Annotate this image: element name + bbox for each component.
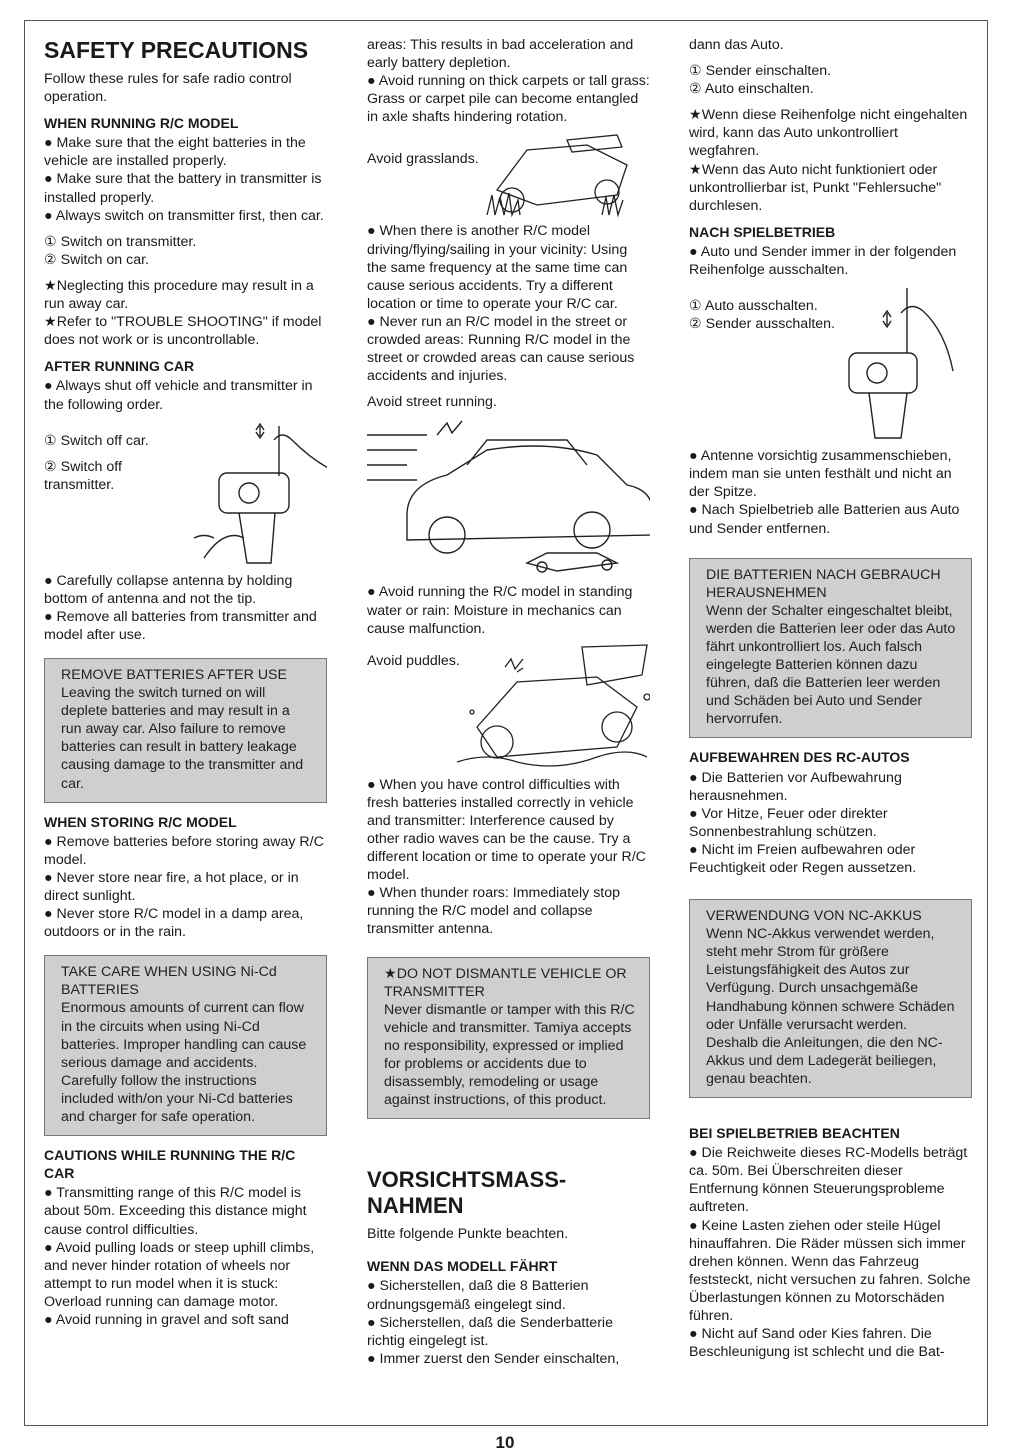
bullet: ● Carefully collapse antenna by holding bottom of antenna and not the tip. bbox=[44, 572, 327, 608]
notice-body: Enormous amounts of current can flow in the circuits when using Ni-Cd batteries. Improper handling can cause serious damage and accidents. Carefully follow the instructions included with/on your Ni-Cd batteries and charger for safe operation. bbox=[61, 1000, 307, 1126]
transmitter-illustration-de bbox=[689, 283, 972, 443]
bullet: ● Auto und Sender immer in der folgenden Reihenfolge ausschalten. bbox=[689, 243, 972, 279]
section-heading: AFTER RUNNING CAR bbox=[44, 358, 195, 375]
car-in-grass-icon bbox=[367, 130, 650, 218]
bullet: ● Avoid running on thick carpets or tall grass: Grass or carpet pile can become entangled in axle shafts hindering rotation. bbox=[367, 72, 650, 126]
german-title: VORSICHTSMASS-NAHMEN bbox=[367, 1167, 567, 1219]
continued-text: areas: This results in bad acceleration and early battery depletion. bbox=[367, 37, 634, 72]
transmitter-illustration bbox=[44, 418, 327, 568]
bullet: ● When you have control difficulties with fresh batteries installed correctly in vehicle and transmitter: Interference caused by other radio waves can be the cause. Try a different location or time to operate your R/C model. bbox=[367, 776, 650, 885]
notice-box bbox=[44, 658, 327, 803]
step: ② Switch off transmitter. bbox=[44, 458, 122, 493]
bullet: ● Avoid running the R/C model in standing water or rain: Moisture in mechanics can cause malfunction. bbox=[367, 583, 650, 637]
intro-text: Bitte folgende Punkte beachten. bbox=[367, 1226, 569, 1243]
bullet: ● Avoid pulling loads or steep uphill climbs, and never hinder rotation of wheels nor attempt to run model when it is stuck: Overload running can damage motor. bbox=[44, 1239, 327, 1311]
puddle-illustration bbox=[367, 642, 650, 772]
notice-box bbox=[44, 955, 327, 1136]
notice-title: ★DO NOT DISMANTLE VEHICLE OR TRANSMITTER bbox=[384, 965, 627, 1000]
step: ② Sender ausschalten. bbox=[689, 316, 836, 333]
bullet: ● Nicht im Freien aufbewahren oder Feuchtigkeit oder Regen aussetzen. bbox=[689, 841, 972, 877]
bullet: ● Always switch on transmitter first, then car. bbox=[44, 207, 327, 225]
notice-title: REMOVE BATTERIES AFTER USE bbox=[61, 666, 287, 683]
caption: Avoid puddles. bbox=[367, 652, 460, 669]
note: ★Wenn das Auto nicht funktioniert oder unkontrollierbar ist, Punkt "Fehlersuche" durchlesen. bbox=[689, 161, 942, 214]
section-heading: CAUTIONS WHILE RUNNING THE R/C CAR bbox=[44, 1147, 296, 1182]
bullet: ● Avoid running in gravel and soft sand bbox=[44, 1311, 327, 1329]
bullet: ● Remove all batteries from transmitter and model after use. bbox=[44, 608, 327, 644]
notice-title: VERWENDUNG VON NC-AKKUS bbox=[706, 908, 922, 925]
section-heading: WHEN RUNNING R/C MODEL bbox=[44, 115, 239, 132]
step: ① Sender einschalten. bbox=[689, 63, 832, 80]
notice-title: DIE BATTERIEN NACH GEBRAUCH HERAUSNEHMEN bbox=[706, 566, 941, 601]
bullet: ● Make sure that the battery in transmitter is installed properly. bbox=[44, 170, 327, 206]
bullet: ● Never store near fire, a hot place, or in direct sunlight. bbox=[44, 869, 327, 905]
continued-text: dann das Auto. bbox=[689, 37, 784, 53]
section-heading: NACH SPIELBETRIEB bbox=[689, 223, 836, 240]
bullet: ● When thunder roars: Immediately stop running the R/C model and collapse transmitter antenna. bbox=[367, 884, 650, 938]
note: ★Refer to "TROUBLE SHOOTING" if model does not work or is uncontrollable. bbox=[44, 314, 322, 349]
section-heading: BEI SPIELBETRIEB BEACHTEN bbox=[689, 1125, 900, 1142]
bullet: ● Sicherstellen, daß die 8 Batterien ordnungsgemäß eingelegt sind. bbox=[367, 1277, 650, 1313]
grass-illustration bbox=[367, 130, 650, 218]
street-illustration bbox=[367, 415, 650, 575]
bullet: ● Sicherstellen, daß die Senderbatterie richtig eingelegt ist. bbox=[367, 1314, 650, 1350]
bullet: ● Die Batterien vor Aufbewahrung herausnehmen. bbox=[689, 769, 972, 805]
bullet: ● Always shut off vehicle and transmitter in the following order. bbox=[44, 377, 327, 413]
step: ① Switch off car. bbox=[44, 432, 149, 449]
page-number: 10 bbox=[495, 1433, 515, 1452]
note: ★Neglecting this procedure may result in a run away car. bbox=[44, 277, 314, 313]
caption: Avoid street running. bbox=[367, 394, 497, 411]
section-heading: AUFBEWAHREN DES RC-AUTOS bbox=[689, 749, 910, 766]
intro-text: Follow these rules for safe radio control operation. bbox=[44, 71, 292, 106]
bullet: ● Nach Spielbetrieb alle Batterien aus Auto und Sender entfernen. bbox=[689, 501, 972, 537]
page-title: SAFETY PRECAUTIONS bbox=[44, 37, 309, 63]
notice-box bbox=[689, 558, 972, 739]
bullet: ● Immer zuerst den Sender einschalten, bbox=[367, 1350, 650, 1368]
bullet: ● Make sure that the eight batteries in the vehicle are installed properly. bbox=[44, 134, 327, 170]
column-english-2 bbox=[367, 36, 650, 1368]
bullet: ● Never store R/C model in a damp area, outdoors or in the rain. bbox=[44, 905, 327, 941]
step: ② Switch on car. bbox=[44, 251, 149, 268]
column-german bbox=[689, 36, 972, 1361]
bullet: ● Remove batteries before storing away R/C model. bbox=[44, 833, 327, 869]
column-english-1 bbox=[44, 36, 327, 1329]
section-heading: WENN DAS MODELL FÄHRT bbox=[367, 1258, 558, 1275]
caption: Avoid grasslands. bbox=[367, 151, 479, 168]
bullet: ● Never run an R/C model in the street or crowded areas: Running R/C model in the street or crowded areas can cause serious accidents and injuries. bbox=[367, 313, 650, 385]
step: ① Auto ausschalten. bbox=[689, 298, 818, 315]
notice-body: Wenn NC-Akkus verwendet werden, steht mehr Strom für größere Leistungsfähigkeit des Autos zur Verfügung. Durch unsachgemäße Handhabung können schwere Schäden oder Unfälle verursacht werden. Deshalb die Anleitungen, die den NC-Akkus und dem Ladegerät beiliegen, genau beachten. bbox=[706, 926, 955, 1087]
notice-box bbox=[367, 957, 650, 1120]
bullet: ● When there is another R/C model driving/flying/sailing in your vicinity: Using the same frequency at the same time can cause serious accidents. Try a different location or time to operate your R/C car. bbox=[367, 222, 650, 312]
step: ② Auto einschalten. bbox=[689, 81, 814, 98]
notice-body: Leaving the switch turned on will deplete batteries and may result in a run away car. Also failure to remove batteries can result in battery leakage causing damage to the transmitter and car. bbox=[61, 685, 304, 792]
car-on-street-icon bbox=[367, 415, 650, 575]
notice-box bbox=[689, 899, 972, 1098]
bullet: ● Transmitting range of this R/C model is about 50m. Exceeding this distance might cause control difficulties. bbox=[44, 1184, 327, 1238]
bullet: ● Vor Hitze, Feuer oder direkter Sonnenbestrahlung schützen. bbox=[689, 805, 972, 841]
notice-body: Wenn der Schalter eingeschaltet bleibt, werden die Batterien leer oder das Auto fährt unkontrolliert los. Auch falsch eingelegte Batterien können dazu führen, daß die Batterien leer werden und Schäden bei Auto und Sender hervorrufen. bbox=[706, 602, 956, 728]
note: ★Wenn diese Reihenfolge nicht eingehalten wird, kann das Auto unkontrolliert wegfahren. bbox=[689, 107, 968, 160]
bullet: ● Nicht auf Sand oder Kies fahren. Die Beschleunigung ist schlecht und die Bat- bbox=[689, 1325, 972, 1361]
bullet: ● Keine Lasten ziehen oder steile Hügel hinauffahren. Die Räder müssen sich immer drehen können. Wenn das Fahrzeug feststeckt, nicht versuchen zu fahren. Solche Überlastungen können zu Motorschäden führen. bbox=[689, 1217, 972, 1326]
step: ① Switch on transmitter. bbox=[44, 233, 197, 250]
notice-title: TAKE CARE WHEN USING Ni-Cd BATTERIES bbox=[61, 964, 277, 999]
section-heading: WHEN STORING R/C MODEL bbox=[44, 813, 237, 830]
bullet: ● Antenne vorsichtig zusammenschieben, indem man sie unten festhält und nicht an der Spitze. bbox=[689, 447, 972, 501]
notice-body: Never dismantle or tamper with this R/C vehicle and transmitter. Tamiya accepts no responsibility, expressed or implied for problems or accidents due to disassembly, remodeling or usage against instructions, of this product. bbox=[384, 1001, 635, 1109]
bullet: ● Die Reichweite dieses RC-Modells beträgt ca. 50m. Bei Überschreiten dieser Entfernung können Steuerungsprobleme auftreten. bbox=[689, 1144, 972, 1216]
